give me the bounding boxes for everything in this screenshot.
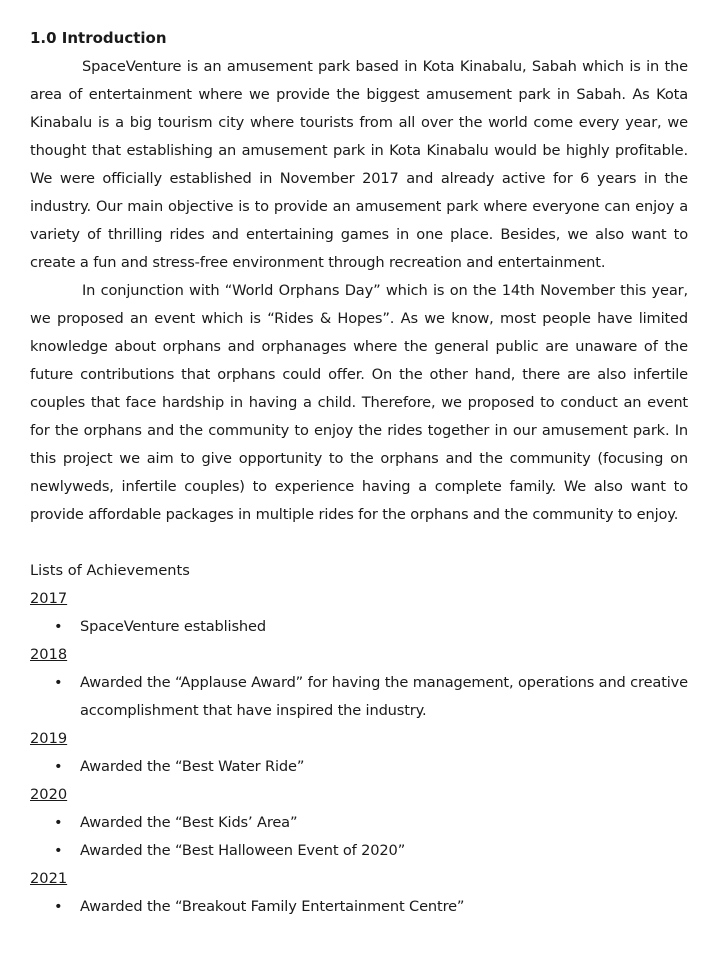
achievement-text: SpaceVenture established — [80, 618, 266, 635]
year-heading-2021: 2021 — [30, 870, 68, 887]
intro-paragraph-1-text: SpaceVenture is an amusement park based in Kota Kinabalu, Sabah which is in the area of entertainment where we provide the biggest amusement park in Sabah. As Kota Kinabalu is a big tourism city where tourists from all over the world come every year, we thought that establishing an amusement park in Kota Kinabalu would be highly profitable. We were officially established in November 2017 and already active for 6 years in the industry. Our main objective is to provide an amusement park where everyone can enjoy a variety of thrilling rides and entertaining games in one place. Besides, we also want to create a fun and stress-free environment through recreation and entertainment. — [30, 58, 688, 271]
year-heading-2018: 2018 — [30, 646, 68, 663]
year-heading-2020: 2020 — [30, 786, 68, 803]
achievement-text: Awarded the “Best Kids’ Area” — [80, 814, 298, 831]
bullet-icon: • — [54, 814, 63, 831]
achievement-text: Awarded the “Breakout Family Entertainment Centre” — [80, 898, 465, 915]
bullet-icon: • — [54, 898, 63, 915]
year-heading-2019: 2019 — [30, 730, 68, 747]
bullet-icon: • — [54, 674, 63, 691]
achievements-title: Lists of Achievements — [30, 562, 190, 579]
achievement-text: Awarded the “Applause Award” for having the management, operations and creative accomplishment that have inspired the industry. — [80, 674, 688, 719]
achievement-text: Awarded the “Best Water Ride” — [80, 758, 305, 775]
intro-paragraph-2-text: In conjunction with “World Orphans Day” which is on the 14th November this year, we proposed an event which is “Rides & Hopes”. As we know, most people have limited knowledge about orphans and orphanages where the general public are unaware of the future contributions that orphans could offer. On the other hand, there are also infertile couples that face hardship in having a child. Therefore, we proposed to conduct an event for the orphans and the community to enjoy the rides together in our amusement park. In this project we aim to give opportunity to the orphans and the community (focusing on newlyweds, infertile couples) to experience having a complete family. We also want to provide affordable packages in multiple rides for the orphans and the community to enjoy. — [30, 282, 688, 523]
achievement-item — [54, 837, 688, 865]
section-heading: 1.0 Introduction — [30, 29, 167, 47]
bullet-icon: • — [54, 618, 63, 635]
achievement-item — [54, 893, 688, 921]
intro-paragraph-1 — [30, 53, 688, 277]
bullet-icon: • — [54, 758, 63, 775]
achievement-item — [54, 809, 688, 837]
achievement-text: Awarded the “Best Halloween Event of 2020” — [80, 842, 406, 859]
achievement-item — [54, 753, 688, 781]
achievement-item — [54, 669, 688, 725]
year-heading-2017: 2017 — [30, 590, 68, 607]
bullet-icon: • — [54, 842, 63, 859]
achievement-item — [54, 613, 688, 641]
intro-paragraph-2 — [30, 277, 688, 529]
